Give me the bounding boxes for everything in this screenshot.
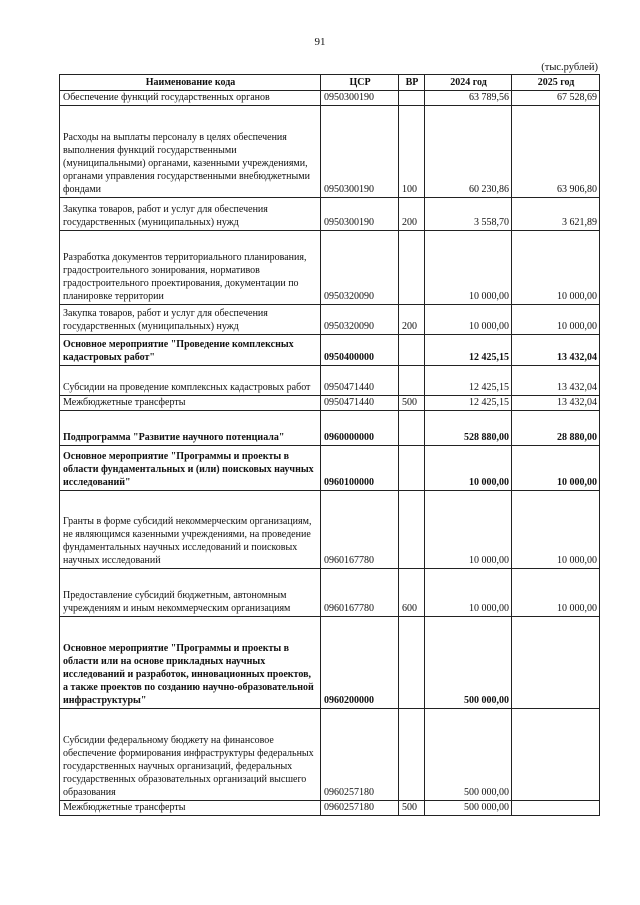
row-2025: 10 000,00 [512,305,600,335]
table-row [60,709,600,801]
row-vr: 100 [399,106,425,198]
row-csr: 0960100000 [321,446,399,491]
row-name: Основное мероприятие "Программы и проекты в области фундаментальных и (или) поисковых научных исследований" [60,446,321,491]
header-2024: 2024 год [425,75,512,91]
row-csr: 0950471440 [321,366,399,396]
row-name: Предоставление субсидий бюджетным, автономным учреждениям и иным некоммерческим организациям [60,569,321,617]
row-name: Закупка товаров, работ и услуг для обеспечения государственных (муниципальных) нужд [60,305,321,335]
row-2024: 528 880,00 [425,411,512,446]
row-csr: 0950300190 [321,91,399,106]
row-2025: 28 880,00 [512,411,600,446]
row-2025: 10 000,00 [512,446,600,491]
row-name: Основное мероприятие "Программы и проекты в области или на основе прикладных научных исследований и разработок, инновационных проектов, а также проектов по созданию научно-образовательной инфраструктуры" [60,617,321,709]
table-header-row [60,75,600,91]
row-2025: 3 621,89 [512,198,600,231]
row-name: Субсидии на проведение комплексных кадастровых работ [60,366,321,396]
row-2024: 500 000,00 [425,709,512,801]
row-2024: 10 000,00 [425,305,512,335]
row-vr [399,617,425,709]
row-csr: 0960200000 [321,617,399,709]
row-csr: 0950320090 [321,231,399,305]
row-name: Расходы на выплаты персоналу в целях обеспечения выполнения функций государственными (муниципальными) органами, казенными учреждениями, органами управления государственными внебюджетными фондами [60,106,321,198]
table-row [60,569,600,617]
row-name: Межбюджетные трансферты [60,396,321,411]
row-csr: 0950471440 [321,396,399,411]
table-row [60,305,600,335]
row-vr: 200 [399,198,425,231]
table-row [60,801,600,816]
row-name: Закупка товаров, работ и услуг для обеспечения государственных (муниципальных) нужд [60,198,321,231]
row-2024: 63 789,56 [425,91,512,106]
row-vr [399,446,425,491]
row-vr [399,366,425,396]
row-2024: 60 230,86 [425,106,512,198]
row-2024: 10 000,00 [425,231,512,305]
row-2024: 500 000,00 [425,801,512,816]
budget-table [59,74,600,816]
row-2025 [512,801,600,816]
row-2025: 10 000,00 [512,491,600,569]
row-2025 [512,709,600,801]
row-csr: 0950300190 [321,106,399,198]
units-label: (тыс.рублей) [541,62,598,73]
row-vr: 200 [399,305,425,335]
page-number: 91 [314,36,326,48]
row-vr [399,231,425,305]
row-vr: 500 [399,801,425,816]
row-2024: 12 425,15 [425,366,512,396]
row-2024: 12 425,15 [425,335,512,366]
header-name: Наименование кода [60,75,321,91]
row-2025: 13 432,04 [512,396,600,411]
table-row [60,396,600,411]
row-vr [399,491,425,569]
row-2025: 10 000,00 [512,231,600,305]
row-vr: 600 [399,569,425,617]
row-csr: 0960257180 [321,801,399,816]
table-row [60,106,600,198]
row-vr: 500 [399,396,425,411]
row-name: Гранты в форме субсидий некоммерческим организациям, не являющимся казенными учреждениями, на проведение фундаментальных научных исследований и поисковых научных исследований [60,491,321,569]
row-csr: 0960167780 [321,491,399,569]
row-2025: 13 432,04 [512,366,600,396]
row-csr: 0950400000 [321,335,399,366]
table-row [60,231,600,305]
row-csr: 0950300190 [321,198,399,231]
row-name: Подпрограмма "Развитие научного потенциала" [60,411,321,446]
row-2024: 3 558,70 [425,198,512,231]
table-row [60,446,600,491]
row-name: Обеспечение функций государственных органов [60,91,321,106]
table-row [60,617,600,709]
row-csr: 0950320090 [321,305,399,335]
row-name: Разработка документов территориального планирования, градостроительного зонирования, нормативов градостроительного проектирования, документации по планировке территории [60,231,321,305]
row-vr [399,411,425,446]
table-row [60,491,600,569]
row-name: Субсидии федеральному бюджету на финансовое обеспечение формирования инфраструктуры федеральных государственных научных организаций, федеральных государственных образовательных организаций высшего образования [60,709,321,801]
row-vr [399,709,425,801]
table-row [60,366,600,396]
row-2025 [512,617,600,709]
row-name: Межбюджетные трансферты [60,801,321,816]
table-row [60,411,600,446]
row-vr [399,91,425,106]
row-2024: 12 425,15 [425,396,512,411]
row-name: Основное мероприятие "Проведение комплексных кадастровых работ" [60,335,321,366]
header-vr: ВР [399,75,425,91]
row-2024: 500 000,00 [425,617,512,709]
row-vr [399,335,425,366]
row-csr: 0960167780 [321,569,399,617]
row-2025: 67 528,69 [512,91,600,106]
row-2025: 63 906,80 [512,106,600,198]
row-2025: 10 000,00 [512,569,600,617]
row-2024: 10 000,00 [425,446,512,491]
row-csr: 0960257180 [321,709,399,801]
row-csr: 0960000000 [321,411,399,446]
row-2025: 13 432,04 [512,335,600,366]
table-row [60,335,600,366]
table-row [60,91,600,106]
header-csr: ЦСР [321,75,399,91]
table-row [60,198,600,231]
header-2025: 2025 год [512,75,600,91]
row-2024: 10 000,00 [425,491,512,569]
row-2024: 10 000,00 [425,569,512,617]
